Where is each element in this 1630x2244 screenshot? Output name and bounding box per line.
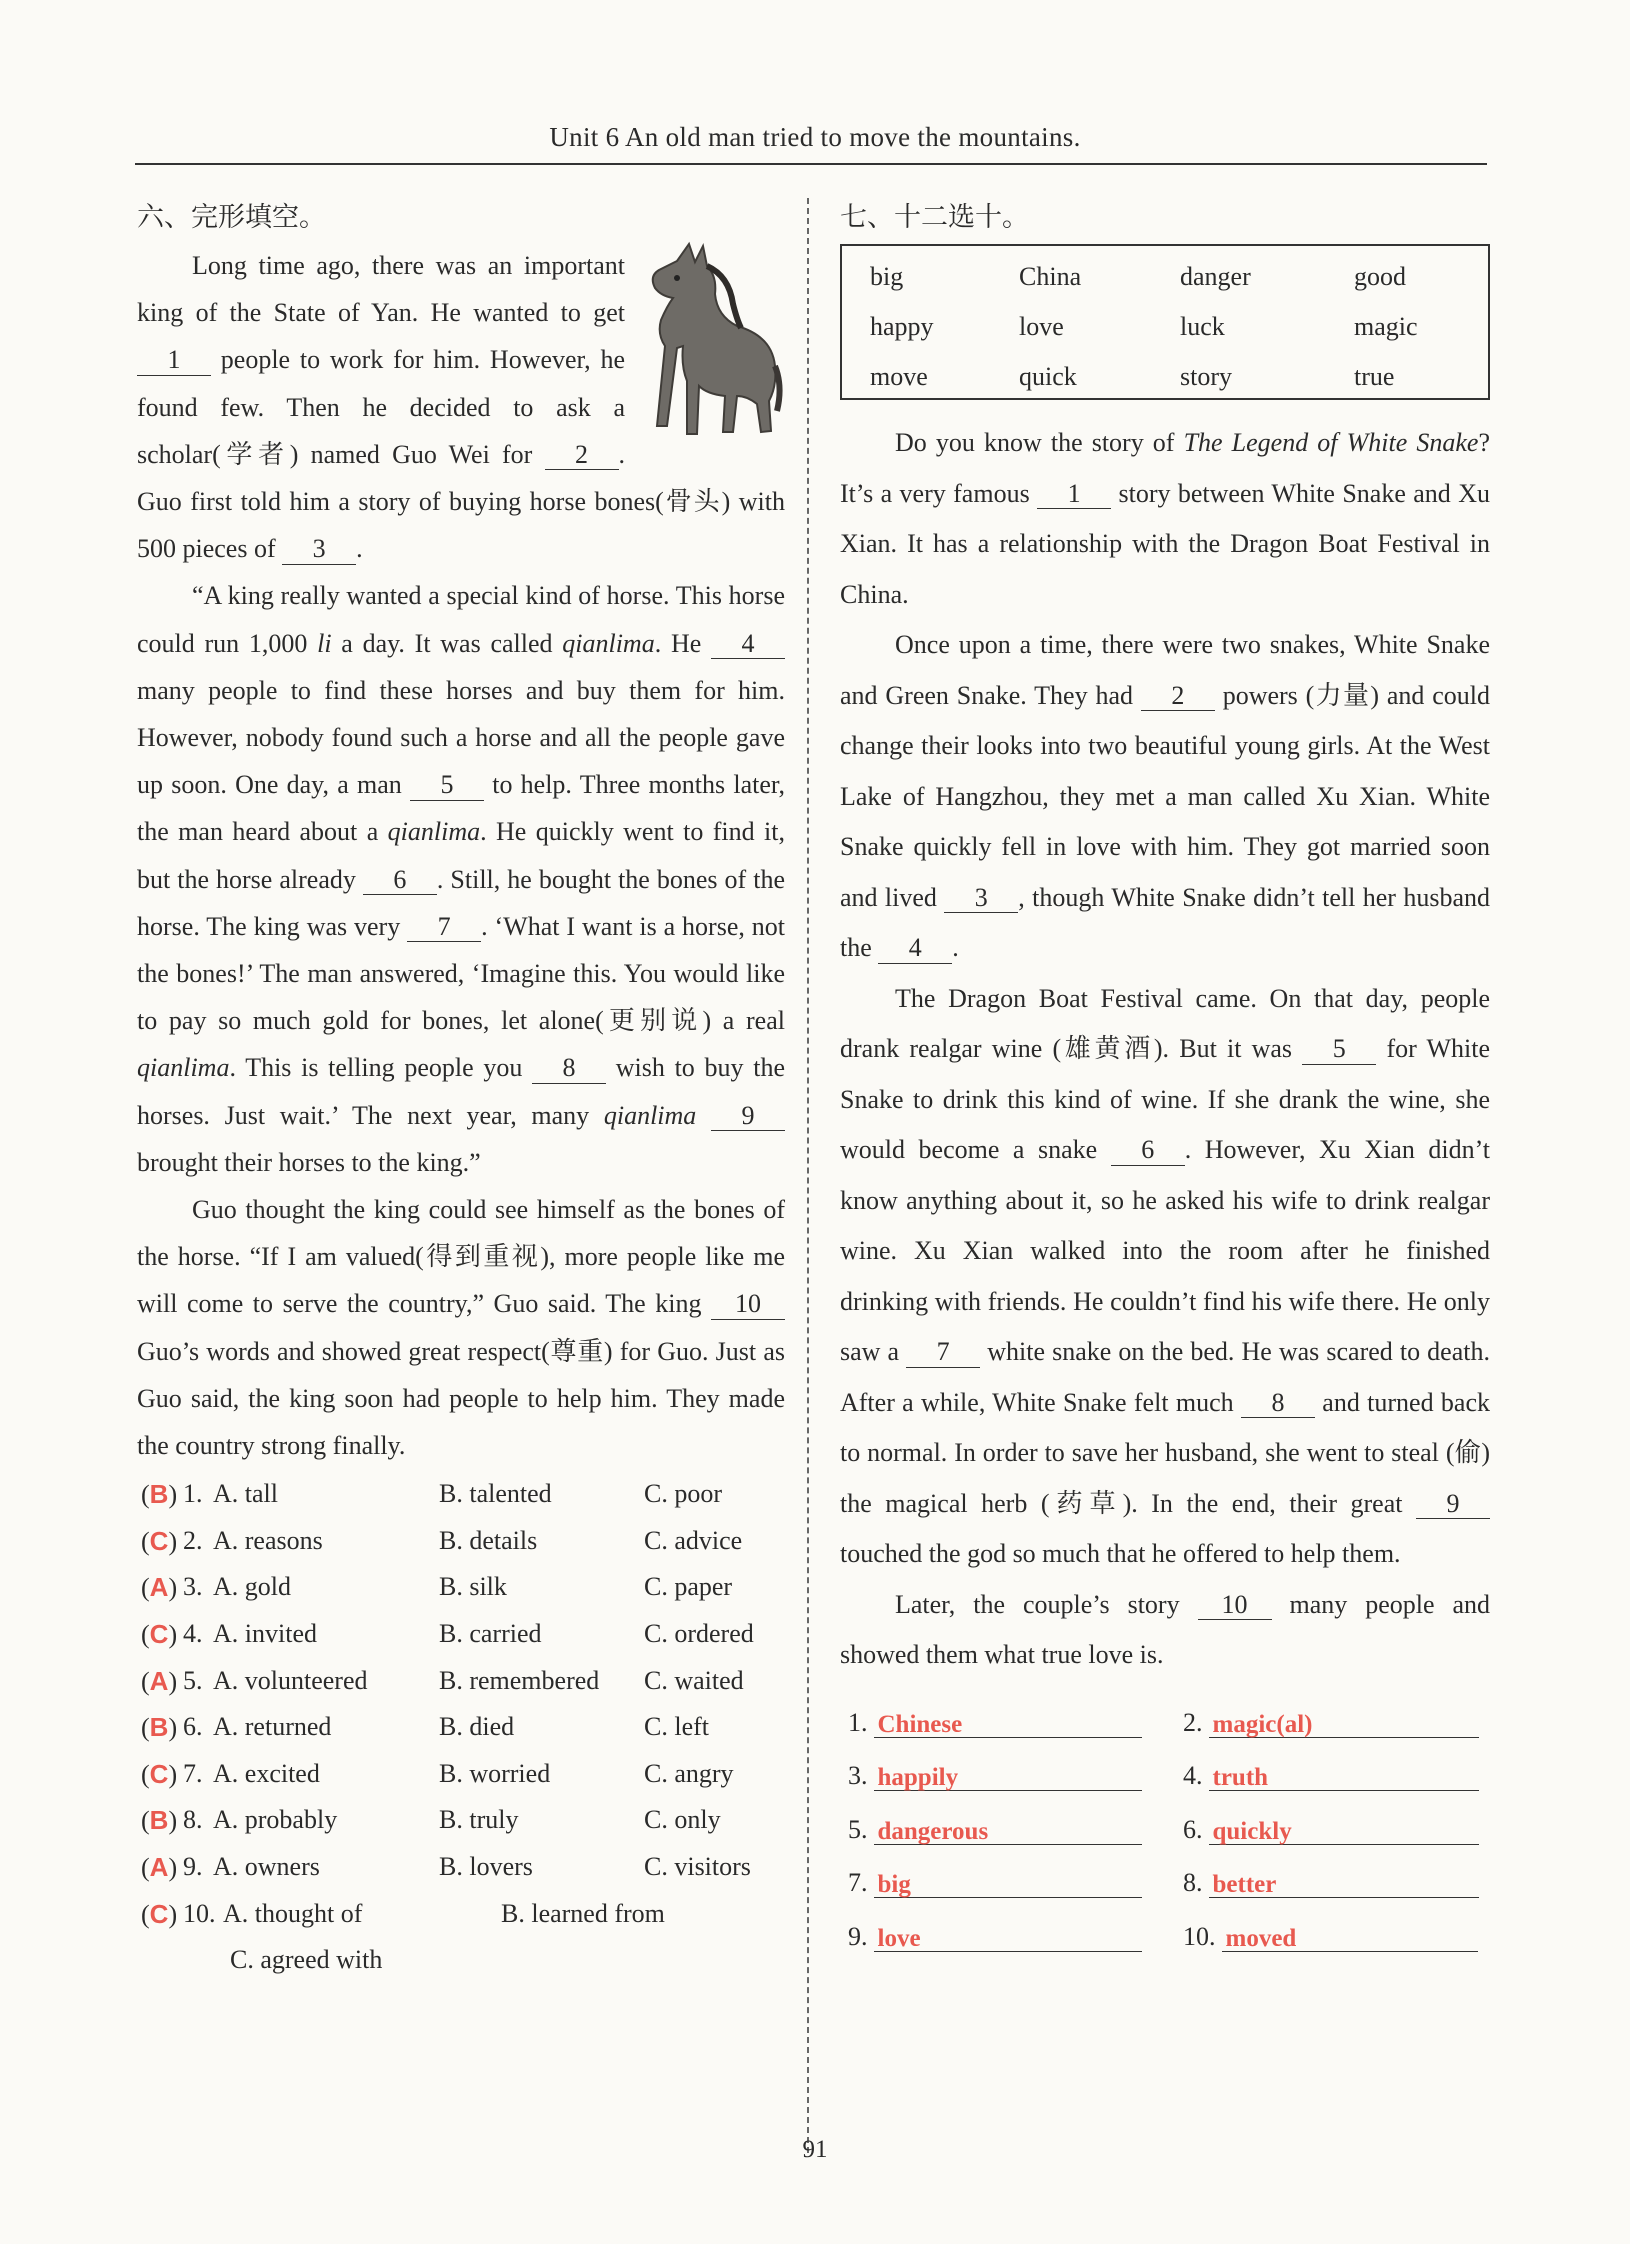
section-title-cloze: 六、完形填空。: [137, 202, 326, 233]
answer-item: 8. better: [1183, 1863, 1479, 1898]
answer-item: 10. moved: [1183, 1917, 1478, 1952]
blank-5: 5: [410, 771, 484, 801]
section-title-word-choice: 七、十二选十。: [840, 202, 1029, 233]
answer-item: 4. truth: [1183, 1756, 1479, 1791]
answer-lines: [840, 1703, 1490, 1971]
cloze-options: [137, 1471, 785, 1984]
word-bank-item: big: [870, 262, 904, 291]
question-row: C. agreed with: [230, 1945, 383, 1975]
story-paragraph-1: Do you know the story of The Legend of White Snake? It’s a very famous 1 story between White Snake and Xu Xian. It has a relationship with the Dragon Boat Festival in China.: [840, 428, 1490, 609]
cloze-paragraph-3: Guo thought the king could see himself as the bones of the horse. “If I am valued(得到重视), more people like me will come to serve the country,” Guo said. The king 10 Guo’s words and showed great respect(尊重) for Guo. Just as Guo said, the king soon had people to help him. They made the country strong finally.: [137, 1195, 785, 1461]
horse-illustration: [637, 236, 785, 441]
question-row: (C) 7. A. excited B. worried C. angry: [141, 1758, 734, 1789]
answer-item: 1. Chinese: [848, 1703, 1142, 1738]
question-row: (A) 5. A. volunteered B. remembered C. waited: [141, 1665, 744, 1696]
page-header: Unit 6 An old man tried to move the mountains.: [549, 122, 1081, 152]
page-number: 91: [802, 2136, 828, 2163]
question-row: (C) 4. A. invited B. carried C. ordered: [141, 1619, 754, 1650]
blank-10: 10: [711, 1290, 785, 1320]
question-row: (B) 1. A. tall B. talented C. poor: [141, 1479, 722, 1510]
blank-1: 1: [1037, 480, 1111, 510]
word-bank-item: quick: [1019, 362, 1077, 391]
header-rule: [135, 163, 1487, 165]
word-bank-item: love: [1019, 312, 1064, 341]
word-bank-item: danger: [1180, 262, 1251, 291]
word-bank-item: true: [1354, 362, 1395, 391]
word-bank: [840, 244, 1490, 400]
word-bank-item: China: [1019, 262, 1082, 291]
blank-8: 8: [532, 1054, 606, 1084]
question-row: (C) 2. A. reasons B. details C. advice: [141, 1525, 743, 1556]
cloze-paragraph-2: “A king really wanted a special kind of horse. This horse could run 1,000 li a day. It was called qianlima. He 4 many people to find these horses and buy them for him. However, nobody found such a horse and all the people gave up soon. One day, a man 5 to help. Three months later, the man heard about a qianlima. He quickly went to find it, but the horse already 6 . Still, he bought the bones of the horse. The king was very 7 . ‘What I want is a horse, not the bones!’ The man answered, ‘Imagine this. You would like to pay so much gold for bones, let alone(更别说) a real qianlima. This is telling people you 8 wish to buy the horses. Just wait.’ The next year, many qianlima 9 brought their horses to the king.”: [137, 581, 785, 1177]
blank-10: 10: [1198, 1591, 1272, 1621]
blank-2: 2: [545, 441, 619, 471]
word-bank-item: move: [870, 362, 928, 391]
story-paragraph-2: Once upon a time, there were two snakes, White Snake and Green Snake. They had 2 powers (力量) and could change their looks into two beautiful young girls. At the West Lake of Hangzhou, they met a man called Xu Xian. White Snake quickly fell in love with him. They got married soon and lived 3 , though White Snake didn’t tell her husband the 4 .: [840, 630, 1490, 962]
answer-item: 6. quickly: [1183, 1810, 1479, 1845]
blank-7: 7: [407, 913, 481, 943]
blank-4: 4: [711, 630, 785, 660]
answer-item: 5. dangerous: [848, 1810, 1142, 1845]
blank-1: 1: [137, 346, 211, 376]
answer-item: 2. magic(al): [1183, 1703, 1479, 1738]
blank-7: 7: [906, 1338, 980, 1368]
blank-9: 9: [1416, 1490, 1490, 1520]
blank-9: 9: [711, 1102, 785, 1132]
question-row: (C) 10. A. thought of B. learned from: [141, 1898, 665, 1929]
blank-6: 6: [1111, 1136, 1185, 1166]
blank-8: 8: [1241, 1389, 1315, 1419]
blank-3: 3: [282, 535, 356, 565]
column-divider: [807, 198, 809, 2153]
cloze-section: [137, 195, 785, 1984]
answer-item: 3. happily: [848, 1756, 1142, 1791]
word-bank-item: happy: [870, 312, 934, 341]
cloze-paragraph-1: Long time ago, there was an important king of the State of Yan. He wanted to get 1 people to work for him. However, he found few. Then he decided to ask a scholar(学者) named Guo Wei for 2 . Guo first told him a story of buying horse bones(骨头) with 500 pieces of 3 .: [137, 251, 785, 564]
blank-5: 5: [1302, 1035, 1376, 1065]
question-row: (B) 6. A. returned B. died C. left: [141, 1712, 709, 1743]
word-choice-section: [840, 195, 1490, 1970]
word-bank-item: story: [1180, 362, 1232, 391]
blank-2: 2: [1141, 682, 1215, 712]
blank-3: 3: [944, 884, 1018, 914]
blank-4: 4: [878, 934, 952, 964]
story-paragraph-3: The Dragon Boat Festival came. On that day, people drank realgar wine (雄黄酒). But it was 5 for White Snake to drink this kind of wine. If she drank the wine, she would become a snake 6 . However, Xu Xian didn’t know anything about it, so he asked his wife to drink realgar wine. Xu Xian walked into the room after he finished drinking with friends. He couldn’t find his wife there. He only saw a 7 white snake on the bed. He was scared to death. After a while, White Snake felt much 8 and turned back to normal. In order to save her husband, she went to steal (偷) the magical herb (药草). In the end, their great 9 touched the god so much that he offered to help them.: [840, 983, 1491, 1568]
word-bank-item: luck: [1180, 312, 1225, 341]
question-row: (A) 3. A. gold B. silk C. paper: [141, 1572, 733, 1603]
word-bank-item: magic: [1354, 312, 1418, 341]
answer-item: 7. big: [848, 1863, 1142, 1898]
question-row: (A) 9. A. owners B. lovers C. visitors: [141, 1852, 751, 1883]
blank-6: 6: [363, 866, 437, 896]
word-bank-item: good: [1354, 262, 1406, 291]
answer-item: 9. love: [848, 1917, 1142, 1952]
question-row: (B) 8. A. probably B. truly C. only: [141, 1805, 721, 1836]
story-paragraph-4: Later, the couple’s story 10 many people and showed them what true love is.: [840, 1589, 1490, 1669]
